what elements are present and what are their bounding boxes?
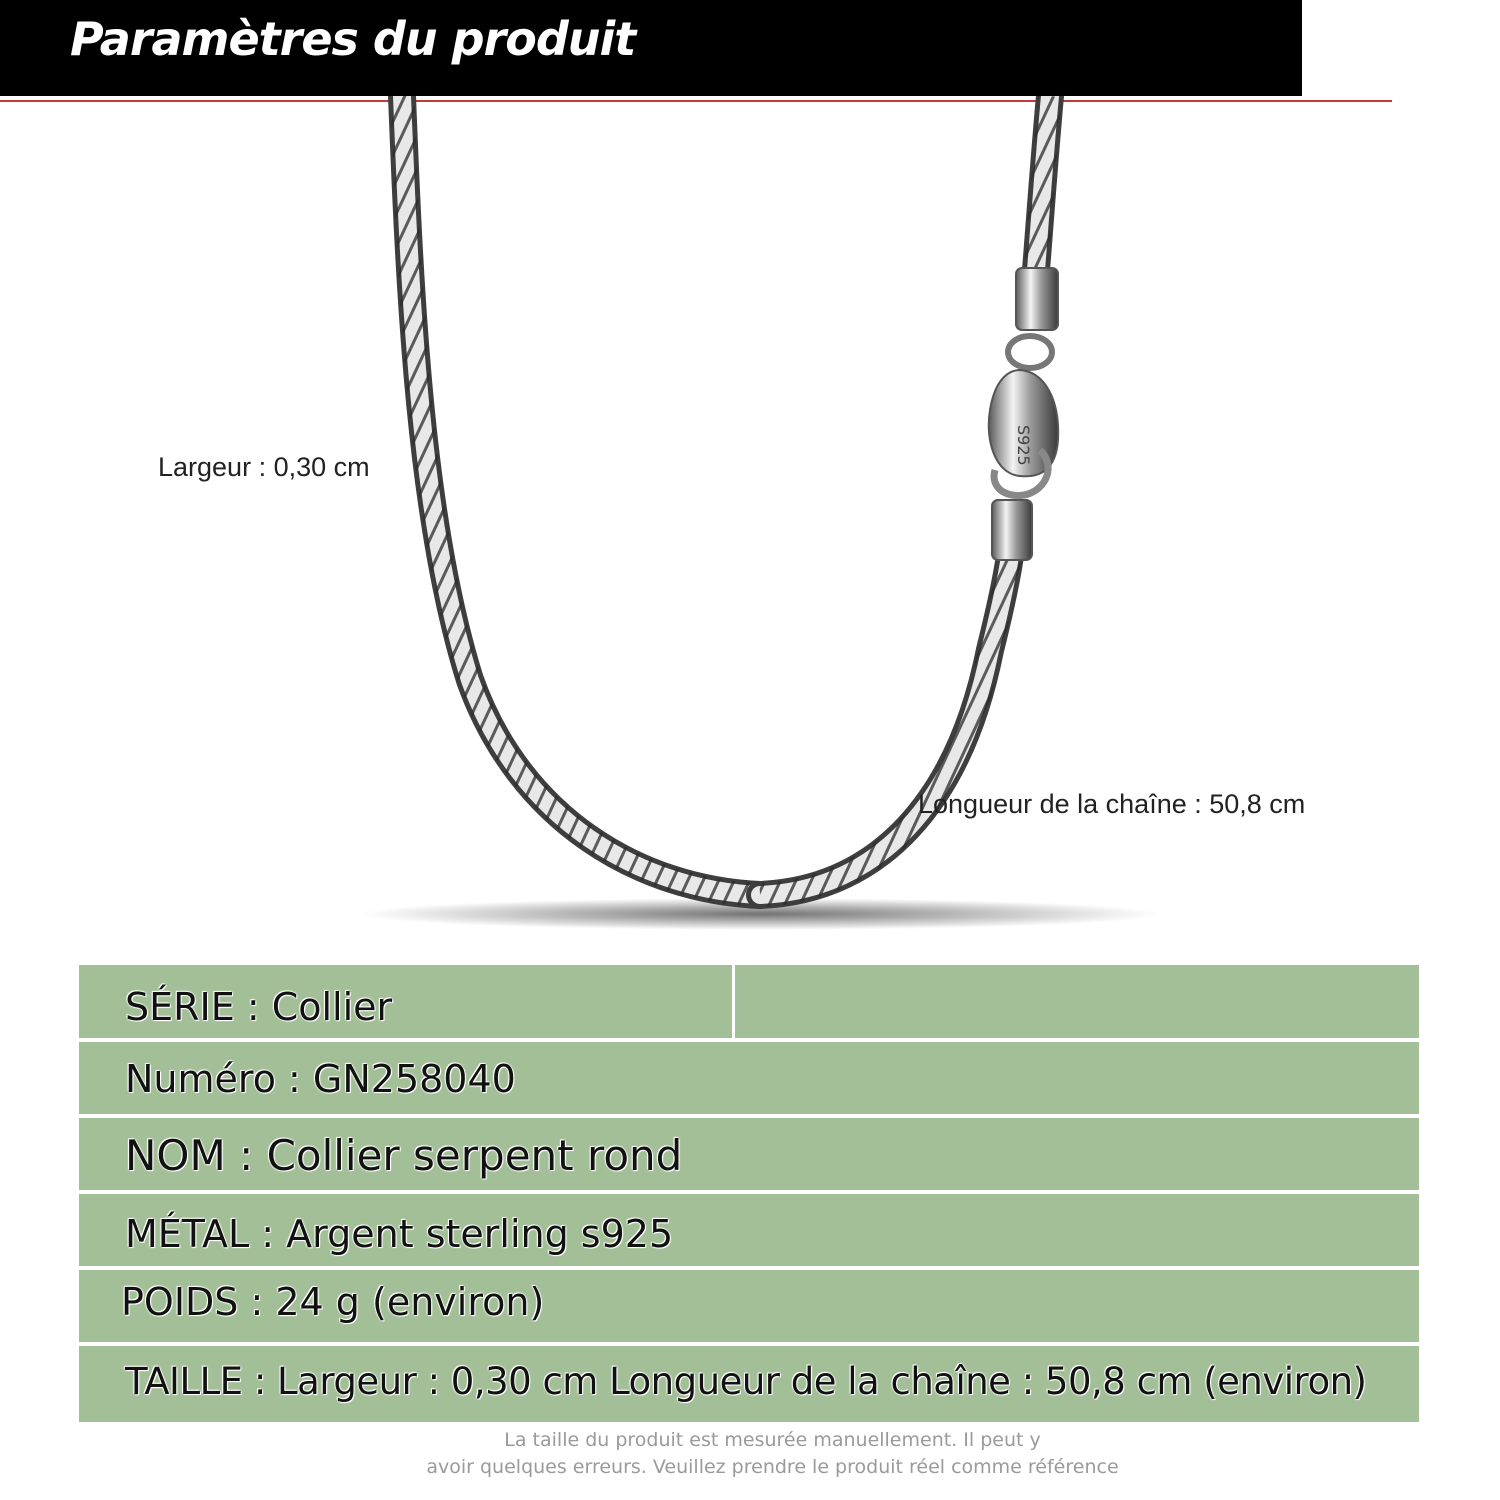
spec-number-text: Numéro : GN258040 (125, 1057, 516, 1101)
spec-series-text: SÉRIE : Collier (125, 985, 393, 1029)
disclaimer-line-2: avoir quelques erreurs. Veuillez prendre le produit réel comme référence (426, 1456, 1119, 1478)
spec-row-number (79, 1042, 1419, 1114)
length-dimension-label: Longueur de la chaîne : 50,8 cm (918, 789, 1306, 819)
spec-row-metal (79, 1194, 1419, 1266)
disclaimer-line-1: La taille du produit est mesurée manuellement. Il peut y (504, 1429, 1041, 1451)
spec-row-weight (79, 1270, 1419, 1342)
row-divider (732, 965, 735, 1038)
spec-metal-text: MÉTAL : Argent sterling s925 (125, 1212, 674, 1256)
spec-row-name (79, 1118, 1419, 1190)
header-bar (0, 0, 1302, 96)
chain-end-cap-bottom (992, 500, 1032, 560)
spec-size-text: TAILLE : Largeur : 0,30 cm Longueur de la chaîne : 50,8 cm (environ) (125, 1360, 1367, 1403)
width-dimension-label: Largeur : 0,30 cm (158, 452, 370, 482)
spec-row-series (79, 965, 1419, 1038)
chain-end-cap-top (1016, 268, 1058, 330)
measurement-disclaimer (0, 1427, 1500, 1481)
spec-row-size (79, 1346, 1419, 1422)
jump-ring (1008, 336, 1052, 368)
snake-chain-necklace-image (0, 96, 1500, 956)
chain-left-strand (402, 96, 760, 895)
spec-name-text: NOM : Collier serpent rond (125, 1131, 683, 1180)
spec-weight-text: POIDS : 24 g (environ) (121, 1280, 545, 1324)
page-title: Paramètres du produit (70, 12, 636, 66)
clasp-stamp: S925 (1014, 425, 1033, 466)
